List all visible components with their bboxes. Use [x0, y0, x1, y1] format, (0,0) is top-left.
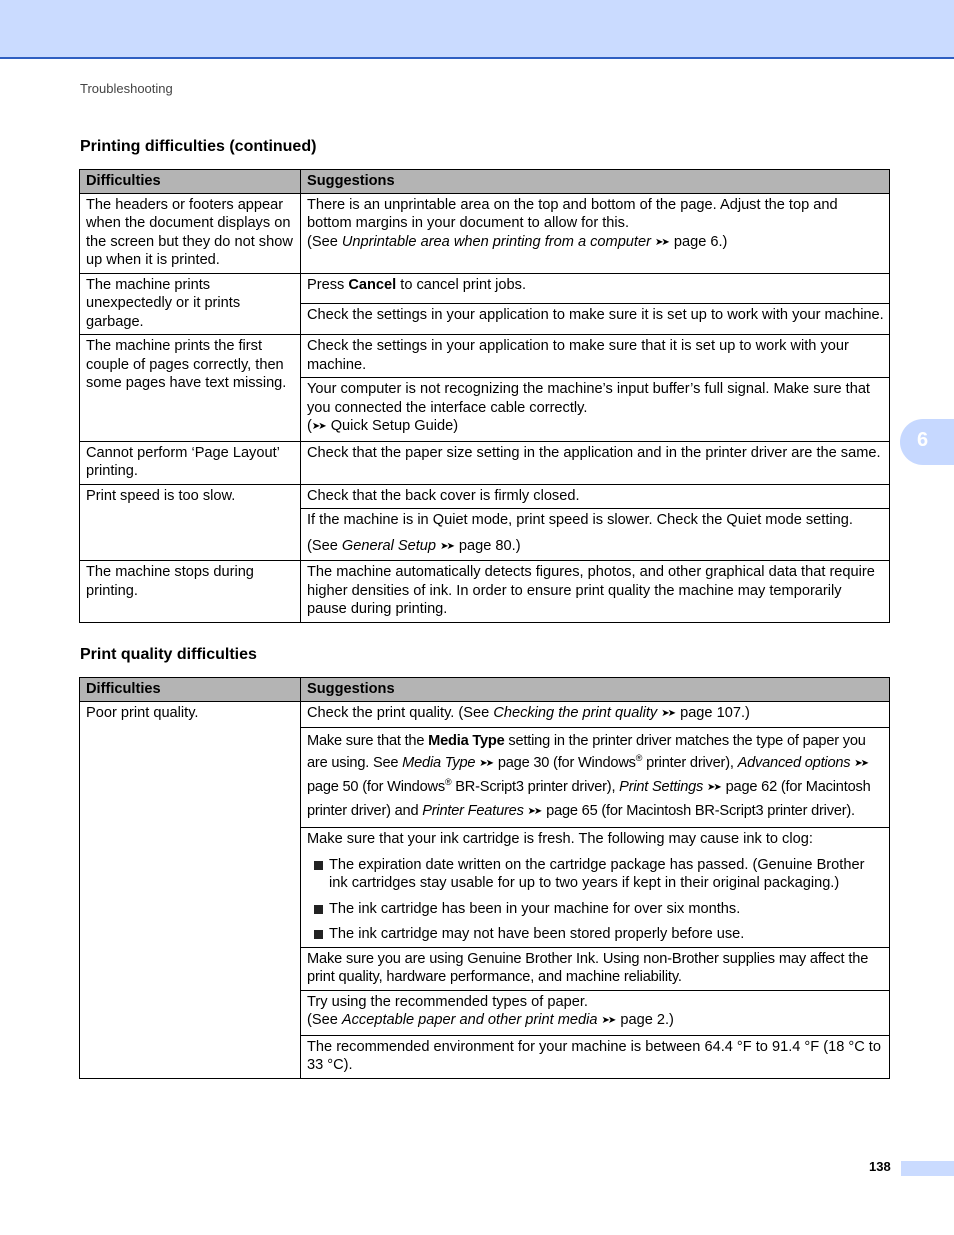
- col-header-difficulties: Difficulties: [80, 678, 301, 702]
- suggestion-cell: [301, 193, 890, 273]
- see-text: (See: [307, 233, 342, 250]
- double-arrow-icon: ➤➤: [440, 540, 453, 552]
- suggestion-text: Make sure that your ink cartridge is fresh. The following may cause ink to clog:: [307, 831, 813, 847]
- media-type-label: Media Type: [428, 733, 505, 749]
- double-arrow-icon: ➤➤: [854, 758, 868, 769]
- section-title-printing: Printing difficulties (continued): [80, 138, 317, 155]
- page-reference[interactable]: page 80.): [458, 537, 521, 554]
- suggestion-cell: [301, 273, 890, 304]
- registered-mark: ®: [444, 777, 452, 788]
- registered-mark: ®: [635, 753, 643, 764]
- double-arrow-icon: ➤➤: [527, 806, 541, 817]
- section-title-print-quality: Print quality difficulties: [80, 646, 257, 663]
- suggestion-cell: [301, 728, 890, 828]
- page-reference[interactable]: page 30 (for Windows: [497, 755, 636, 771]
- suggestion-cell: The machine automatically detects figures, photos, and other graphical data that require higher densities of ink. In order to ensure print quality the machine may temporarily pause during printing.: [301, 561, 890, 623]
- cross-reference-link[interactable]: General Setup: [341, 537, 437, 554]
- page-reference[interactable]: page 107.): [680, 704, 750, 721]
- table-row: [80, 484, 890, 509]
- paren-text: (: [307, 418, 312, 434]
- table-row: [80, 701, 890, 728]
- suggestion-cell: [301, 509, 890, 561]
- page-number: 138: [869, 1159, 891, 1174]
- chapter-number: 6: [917, 429, 929, 451]
- table-header-row: [80, 678, 890, 702]
- suggestion-cell: Make sure you are using Genuine Brother Ink. Using non-Brother supplies may affect the print quality, hardware performance, and machine reliability.: [301, 947, 890, 990]
- difficulty-cell: The machine prints the first couple of pages correctly, then some pages have text missing.: [80, 335, 301, 442]
- table-row: [80, 335, 890, 378]
- suggestion-text: Check the print quality. (See: [307, 704, 494, 721]
- difficulty-cell: Poor print quality.: [80, 701, 301, 1078]
- list-item: The ink cartridge has been in your machine for over six months.: [329, 900, 884, 919]
- suggestion-text: printer driver),: [642, 755, 738, 771]
- suggestion-text: Make sure that the: [307, 733, 429, 749]
- suggestion-text: If the machine is in Quiet mode, print speed is slower. Check the Quiet mode setting.: [307, 512, 853, 528]
- cross-reference-link[interactable]: Quick Setup Guide): [330, 418, 459, 434]
- suggestion-cell: [301, 828, 890, 948]
- suggestion-text: There is an unprintable area on the top and bottom of the page. Adjust the top and bottom margins in your document to allow for this.: [307, 196, 838, 231]
- suggestion-cell: [301, 701, 890, 728]
- cancel-key-label: Cancel: [348, 276, 397, 293]
- page-reference[interactable]: page 2.): [620, 1012, 674, 1028]
- double-arrow-icon: ➤➤: [479, 758, 492, 769]
- suggestion-cell: The recommended environment for your machine is between 64.4 °F to 91.4 °F (18 °C to 33 °C).: [301, 1035, 890, 1078]
- difficulty-cell: The headers or footers appear when the document displays on the screen but they do not show up when it is printed.: [80, 193, 301, 273]
- bullet-list: [307, 856, 884, 944]
- suggestion-text: Press: [307, 276, 349, 293]
- suggestion-text: BR-Script3 printer driver),: [451, 779, 620, 795]
- table-row: [80, 193, 890, 273]
- suggestion-cell: [301, 990, 890, 1035]
- cross-reference-link[interactable]: Print Settings: [619, 779, 704, 795]
- difficulty-cell: Cannot perform ‘Page Layout’ printing.: [80, 441, 301, 484]
- page-reference[interactable]: page 65 (for Macintosh BR-Script3 printer driver).: [546, 803, 855, 819]
- see-text: (See: [307, 537, 342, 554]
- suggestion-text: setting in the printer driver matches the type of paper you are using. See: [307, 733, 866, 771]
- col-header-suggestions: Suggestions: [301, 678, 890, 702]
- page-reference[interactable]: page 50 (for Windows: [307, 779, 445, 795]
- suggestion-text: Your computer is not recognizing the machine’s input buffer’s full signal. Make sure that you connected the interface cable correctly.: [307, 381, 870, 416]
- printing-difficulties-table: [79, 169, 890, 623]
- chapter-tab[interactable]: [900, 419, 954, 465]
- cross-reference-link[interactable]: Printer Features: [422, 803, 524, 819]
- col-header-suggestions: Suggestions: [301, 170, 890, 194]
- double-arrow-icon: ➤➤: [707, 782, 720, 793]
- table-row: [80, 273, 890, 304]
- see-text: (See: [307, 1012, 342, 1028]
- difficulty-cell: The machine prints unexpectedly or it prints garbage.: [80, 273, 301, 335]
- double-arrow-icon: ➤➤: [655, 236, 668, 248]
- table-header-row: [80, 170, 890, 194]
- double-arrow-icon: ➤➤: [661, 707, 675, 719]
- cross-reference-link[interactable]: Acceptable paper and other print media: [341, 1012, 598, 1028]
- suggestion-text: to cancel print jobs.: [396, 276, 527, 293]
- suggestion-text: Try using the recommended types of paper.: [307, 993, 588, 1010]
- suggestion-cell: Check that the paper size setting in the application and in the printer driver are the same.: [301, 441, 890, 484]
- list-item: The expiration date written on the cartridge package has passed. (Genuine Brother ink cartridges stay usable for up to two years if kept in their original packaging.): [329, 856, 884, 893]
- col-header-difficulties: Difficulties: [80, 170, 301, 194]
- suggestion-cell: Check that the back cover is firmly closed.: [301, 484, 890, 509]
- suggestion-cell: [301, 378, 890, 442]
- cross-reference-link[interactable]: Unprintable area when printing from a computer: [341, 233, 651, 250]
- difficulty-cell: Print speed is too slow.: [80, 484, 301, 561]
- suggestion-cell: Check the settings in your application to make sure it is set up to work with your machine.: [301, 304, 890, 335]
- page-reference[interactable]: page 6.): [673, 233, 728, 250]
- running-header: Troubleshooting: [80, 81, 173, 96]
- suggestion-cell: Check the settings in your application to make sure that it is set up to work with your machine.: [301, 335, 890, 378]
- page-number-bar: [901, 1161, 954, 1176]
- top-header-bar: [0, 0, 954, 59]
- print-quality-table: [79, 677, 890, 1079]
- list-item: The ink cartridge may not have been stored properly before use.: [329, 925, 884, 944]
- double-arrow-icon: ➤➤: [601, 1015, 615, 1026]
- table-row: [80, 441, 890, 484]
- cross-reference-link[interactable]: Media Type: [402, 755, 476, 771]
- table-row: [80, 561, 890, 623]
- page-reference[interactable]: page 62 (for Macintosh printer driver) and: [307, 779, 871, 819]
- difficulty-cell: The machine stops during printing.: [80, 561, 301, 623]
- double-arrow-icon: ➤➤: [311, 421, 325, 432]
- cross-reference-link[interactable]: Checking the print quality: [493, 704, 658, 721]
- cross-reference-link[interactable]: Advanced options: [737, 755, 851, 771]
